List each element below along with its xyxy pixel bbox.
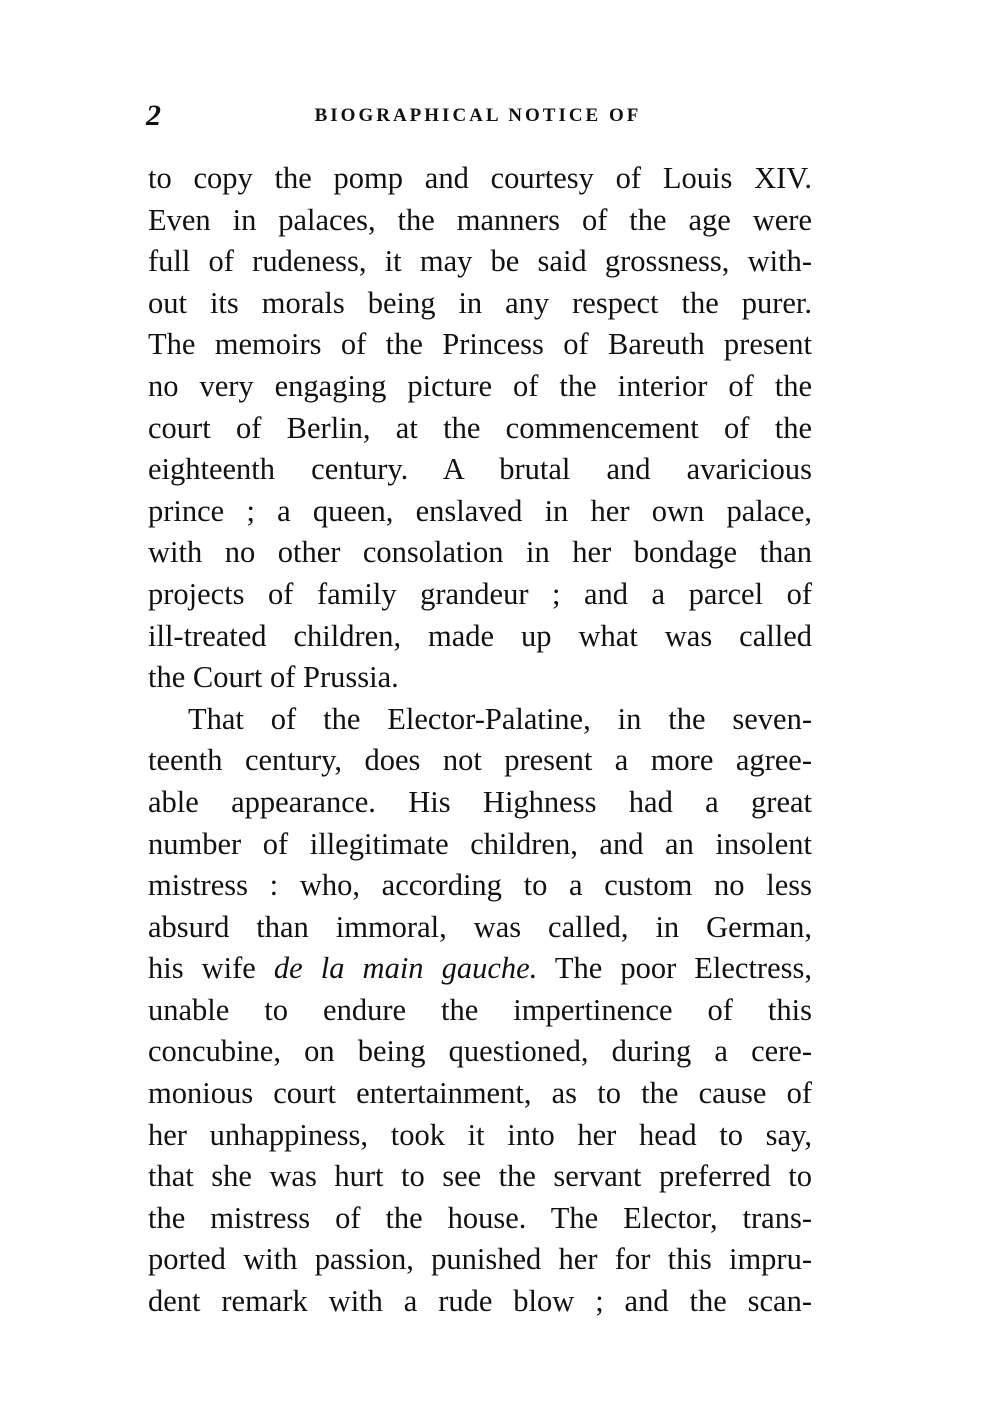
text-line: that she was hurt to see the servant preferred to (148, 1159, 812, 1194)
text-line: no very engaging picture of the interior of the (148, 368, 812, 403)
text-segment: The poor Electress, (537, 951, 812, 986)
text-line: out its morals being in any respect the purer. (148, 285, 812, 320)
paragraph-first-line: That of the Elector-Palatine, in the seven- (188, 701, 812, 736)
text-line: able appearance. His Highness had a great (148, 784, 812, 819)
page-number: 2 (146, 99, 161, 132)
text-line: number of illegitimate children, and an insolent (148, 826, 812, 861)
text-line: prince ; a queen, enslaved in her own palace, (148, 493, 812, 528)
text-line: the mistress of the house. The Elector, trans- (148, 1200, 812, 1235)
text-line: full of rudeness, it may be said grossness, with- (148, 244, 812, 279)
text-line: ported with passion, punished her for this impru- (148, 1242, 812, 1277)
text-line: her unhappiness, took it into her head to say, (148, 1117, 812, 1152)
text-line: ill-treated children, made up what was called (148, 618, 812, 653)
text-line: teenth century, does not present a more agree- (148, 743, 812, 778)
text-line: eighteenth century. A brutal and avaricious (148, 452, 812, 487)
running-head (146, 98, 810, 138)
text-line: unable to endure the impertinence of this (148, 992, 812, 1027)
text-segment: his wife (148, 951, 274, 986)
text-line: Even in palaces, the manners of the age were (148, 202, 812, 237)
text-line-with-italic (148, 948, 812, 990)
text-line: mistress : who, according to a custom no less (148, 868, 812, 903)
text-line: absurd than immoral, was called, in German, (148, 909, 812, 944)
text-line: The memoirs of the Princess of Bareuth present (148, 327, 812, 362)
text-line: concubine, on being questioned, during a cere- (148, 1034, 812, 1069)
text-line: with no other consolation in her bondage than (148, 535, 812, 570)
body-text (148, 158, 812, 1323)
text-line: projects of family grandeur ; and a parcel of (148, 576, 812, 611)
italic-phrase: de la main gauche. (273, 951, 538, 986)
text-line: dent remark with a rude blow ; and the scan- (148, 1284, 812, 1319)
text-line: monious court entertainment, as to the cause of (148, 1076, 812, 1111)
running-title: BIOGRAPHICAL NOTICE OF (314, 105, 642, 126)
text-line: court of Berlin, at the commencement of the (148, 410, 812, 445)
text-line: to copy the pomp and courtesy of Louis XIV. (148, 161, 812, 195)
paragraph-end-line: the Court of Prussia. (148, 660, 399, 695)
